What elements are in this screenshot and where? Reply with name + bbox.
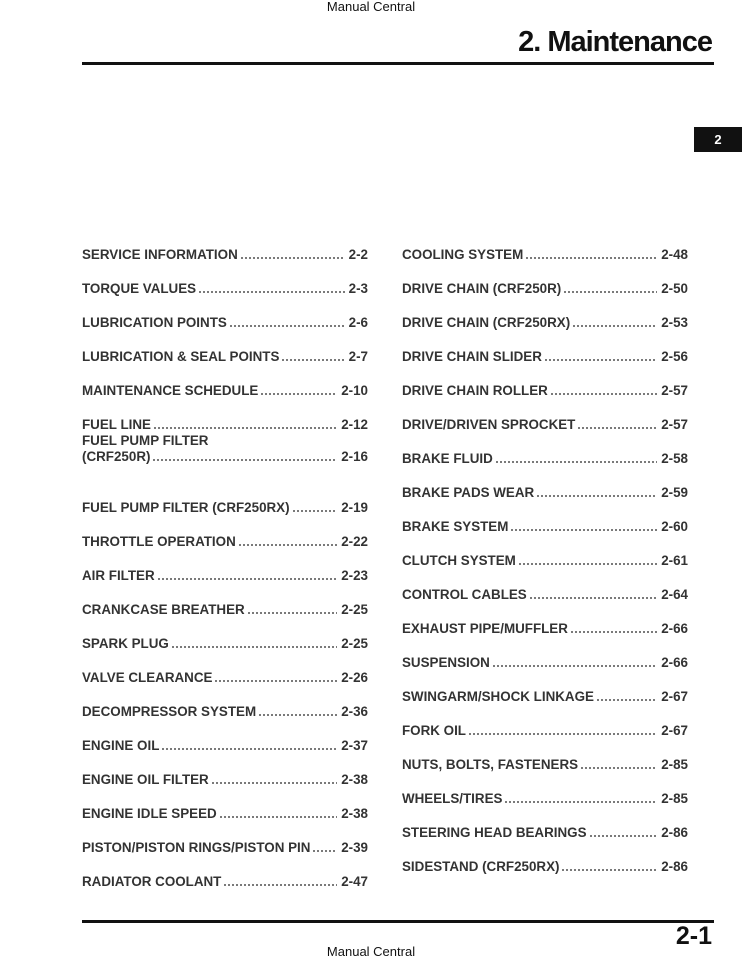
toc-entry-label: SIDESTAND (CRF250RX): [402, 859, 560, 874]
footer-rule: [82, 920, 714, 923]
toc-entry-page: 2-16: [341, 449, 368, 464]
toc-entry-label: BRAKE SYSTEM: [402, 519, 509, 534]
toc-entry-page: 2-37: [341, 738, 368, 753]
dot-leader: [563, 281, 657, 297]
toc-entry-page: 2-25: [341, 602, 368, 617]
toc-entry-page: 2-50: [661, 281, 688, 296]
page-header: Manual Central: [326, 0, 416, 14]
toc-entry-label: WHEELS/TIRES: [402, 791, 503, 806]
toc-entry-label-line2: (CRF250R): [82, 449, 151, 464]
section-tab[interactable]: 2: [694, 127, 742, 152]
toc-entry-label: FUEL PUMP FILTER: [82, 433, 209, 448]
dot-leader: [570, 621, 657, 637]
toc-entry[interactable]: [82, 788, 368, 822]
toc-entry-page: 2-53: [661, 315, 688, 330]
dot-leader: [468, 723, 657, 739]
toc-entry-page: 2-19: [341, 500, 368, 515]
toc-entry[interactable]: [82, 652, 368, 686]
dot-leader: [580, 757, 657, 773]
toc-entry-label: COOLING SYSTEM: [402, 247, 524, 262]
dot-leader: [198, 281, 345, 297]
toc-entry-page: 2-67: [661, 723, 688, 738]
toc-entry[interactable]: [82, 433, 368, 482]
toc-entry-label: CRANKCASE BREATHER: [82, 602, 245, 617]
toc-entry-label: DECOMPRESSOR SYSTEM: [82, 704, 257, 719]
toc-entry-label: PISTON/PISTON RINGS/PISTON PIN: [82, 840, 311, 855]
toc-entry-page: 2-2: [348, 247, 368, 262]
toc-entry[interactable]: [402, 773, 688, 807]
toc-entry-label: BRAKE FLUID: [402, 451, 493, 466]
toc-entry[interactable]: [82, 856, 368, 890]
toc-entry[interactable]: [402, 671, 688, 705]
toc-entry-page: 2-39: [341, 840, 368, 855]
toc-entry-label: LUBRICATION & SEAL POINTS: [82, 349, 280, 364]
dot-leader: [260, 383, 337, 399]
toc-entry[interactable]: [402, 433, 688, 467]
toc-entry-label: FUEL PUMP FILTER (CRF250RX): [82, 500, 290, 515]
dot-leader: [240, 247, 345, 263]
dot-leader: [510, 519, 657, 535]
toc-entry-label: ENGINE OIL FILTER: [82, 772, 209, 787]
dot-leader: [161, 738, 337, 754]
toc-entry-label: TORQUE VALUES: [82, 281, 197, 296]
toc-entry-label: NUTS, BOLTS, FASTENERS: [402, 757, 579, 772]
toc-entry[interactable]: [82, 550, 368, 584]
dot-leader: [223, 874, 337, 890]
toc-entry-label: BRAKE PADS WEAR: [402, 485, 535, 500]
toc-entry-label: CLUTCH SYSTEM: [402, 553, 516, 568]
toc-entry-page: 2-86: [661, 859, 688, 874]
toc-entry[interactable]: [82, 399, 368, 433]
dot-leader: [292, 500, 338, 516]
toc-entry-label: SPARK PLUG: [82, 636, 169, 651]
dot-leader: [152, 449, 337, 465]
dot-leader: [550, 383, 657, 399]
toc-entry-label: AIR FILTER: [82, 568, 155, 583]
page-footer: Manual Central: [326, 944, 416, 959]
toc-entry-page: 2-85: [661, 757, 688, 772]
toc-entry[interactable]: [402, 501, 688, 535]
header-rule: [82, 62, 714, 65]
toc-entry-label: DRIVE CHAIN (CRF250RX): [402, 315, 571, 330]
toc-entry-page: 2-85: [661, 791, 688, 806]
toc-entry-page: 2-57: [661, 383, 688, 398]
toc-entry[interactable]: [82, 754, 368, 788]
toc-entry[interactable]: [402, 467, 688, 501]
dot-leader: [281, 349, 344, 365]
toc-entry-label: SERVICE INFORMATION: [82, 247, 238, 262]
toc-entry-page: 2-3: [348, 281, 368, 296]
toc-entry-page: 2-64: [661, 587, 688, 602]
toc-entry-page: 2-10: [341, 383, 368, 398]
toc-entry[interactable]: [82, 229, 368, 263]
dot-leader: [211, 772, 337, 788]
toc-entry-page: 2-61: [661, 553, 688, 568]
dot-leader: [561, 859, 657, 875]
toc-entry-label: FUEL LINE: [82, 417, 151, 432]
toc-entry-page: 2-56: [661, 349, 688, 364]
toc-entry-page: 2-26: [341, 670, 368, 685]
dot-leader: [596, 689, 657, 705]
dot-leader: [238, 534, 337, 550]
toc-entry-label: RADIATOR COOLANT: [82, 874, 222, 889]
toc-right-column: [402, 229, 688, 875]
toc-entry-label: SWINGARM/SHOCK LINKAGE: [402, 689, 594, 704]
toc-entry[interactable]: [82, 263, 368, 297]
toc-entry-page: 2-67: [661, 689, 688, 704]
toc-entry[interactable]: [402, 535, 688, 569]
toc-entry[interactable]: [82, 618, 368, 652]
toc-entry[interactable]: [402, 229, 688, 263]
dot-leader: [247, 602, 338, 618]
toc-entry-page: 2-60: [661, 519, 688, 534]
toc-entry-label: EXHAUST PIPE/MUFFLER: [402, 621, 568, 636]
dot-leader: [544, 349, 657, 365]
dot-leader: [536, 485, 657, 501]
toc-entry-label: FORK OIL: [402, 723, 466, 738]
dot-leader: [312, 840, 337, 856]
toc-entry[interactable]: [82, 365, 368, 399]
toc-entry[interactable]: [402, 263, 688, 297]
dot-leader: [504, 791, 657, 807]
toc-entry[interactable]: [82, 720, 368, 754]
toc-entry[interactable]: [402, 365, 688, 399]
page-number: 2-1: [675, 922, 712, 950]
toc-entry[interactable]: [82, 482, 368, 516]
toc-entry[interactable]: [82, 584, 368, 618]
toc-entry[interactable]: [402, 331, 688, 365]
toc-entry-page: 2-36: [341, 704, 368, 719]
toc-left-column: [82, 229, 368, 890]
toc-entry-label: VALVE CLEARANCE: [82, 670, 213, 685]
toc-entry[interactable]: [402, 399, 688, 433]
toc-entry-label: DRIVE CHAIN ROLLER: [402, 383, 548, 398]
toc-entry-page: 2-48: [661, 247, 688, 262]
toc-entry[interactable]: [402, 841, 688, 875]
toc-entry-page: 2-12: [341, 417, 368, 432]
toc-entry[interactable]: [82, 516, 368, 550]
dot-leader: [229, 315, 345, 331]
dot-leader: [518, 553, 657, 569]
toc-entry-label: DRIVE/DRIVEN SPROCKET: [402, 417, 576, 432]
toc-entry[interactable]: [82, 686, 368, 720]
toc-entry-label: STEERING HEAD BEARINGS: [402, 825, 587, 840]
toc-entry-label: LUBRICATION POINTS: [82, 315, 227, 330]
toc-entry[interactable]: [402, 739, 688, 773]
toc-entry-page: 2-23: [341, 568, 368, 583]
toc-entry[interactable]: [82, 297, 368, 331]
dot-leader: [577, 417, 657, 433]
toc-entry[interactable]: [82, 822, 368, 856]
dot-leader: [153, 417, 337, 433]
toc-entry-label: DRIVE CHAIN SLIDER: [402, 349, 542, 364]
toc-entry-page: 2-59: [661, 485, 688, 500]
toc-entry-page: 2-47: [341, 874, 368, 889]
toc-entry-page: 2-25: [341, 636, 368, 651]
toc-entry[interactable]: [82, 331, 368, 365]
toc-entry-page: 2-38: [341, 772, 368, 787]
toc-entry-page: 2-66: [661, 621, 688, 636]
toc-entry-page: 2-38: [341, 806, 368, 821]
dot-leader: [572, 315, 657, 331]
toc-entry-page: 2-57: [661, 417, 688, 432]
toc-entry-page: 2-22: [341, 534, 368, 549]
toc-entry-label: CONTROL CABLES: [402, 587, 527, 602]
toc-entry-label: DRIVE CHAIN (CRF250R): [402, 281, 562, 296]
dot-leader: [589, 825, 658, 841]
toc-entry-page: 2-66: [661, 655, 688, 670]
toc-entry[interactable]: [402, 807, 688, 841]
dot-leader: [214, 670, 337, 686]
toc-entry[interactable]: [402, 569, 688, 603]
toc-entry[interactable]: [402, 705, 688, 739]
dot-leader: [529, 587, 657, 603]
dot-leader: [157, 568, 338, 584]
dot-leader: [171, 636, 337, 652]
toc-entry-label: ENGINE OIL: [82, 738, 160, 753]
dot-leader: [492, 655, 657, 671]
toc-entry[interactable]: [402, 297, 688, 331]
toc-entry-page: 2-58: [661, 451, 688, 466]
dot-leader: [525, 247, 657, 263]
toc-entry-page: 2-7: [348, 349, 368, 364]
dot-leader: [495, 451, 657, 467]
toc-entry-page: 2-86: [661, 825, 688, 840]
dot-leader: [219, 806, 338, 822]
toc-entry-label: MAINTENANCE SCHEDULE: [82, 383, 259, 398]
toc-entry-label: THROTTLE OPERATION: [82, 534, 236, 549]
toc-entry[interactable]: [402, 603, 688, 637]
chapter-title: 2. Maintenance: [518, 26, 712, 58]
toc-entry-label: ENGINE IDLE SPEED: [82, 806, 217, 821]
toc-entry-label: SUSPENSION: [402, 655, 490, 670]
toc-entry-page: 2-6: [348, 315, 368, 330]
dot-leader: [258, 704, 337, 720]
toc-entry[interactable]: [402, 637, 688, 671]
